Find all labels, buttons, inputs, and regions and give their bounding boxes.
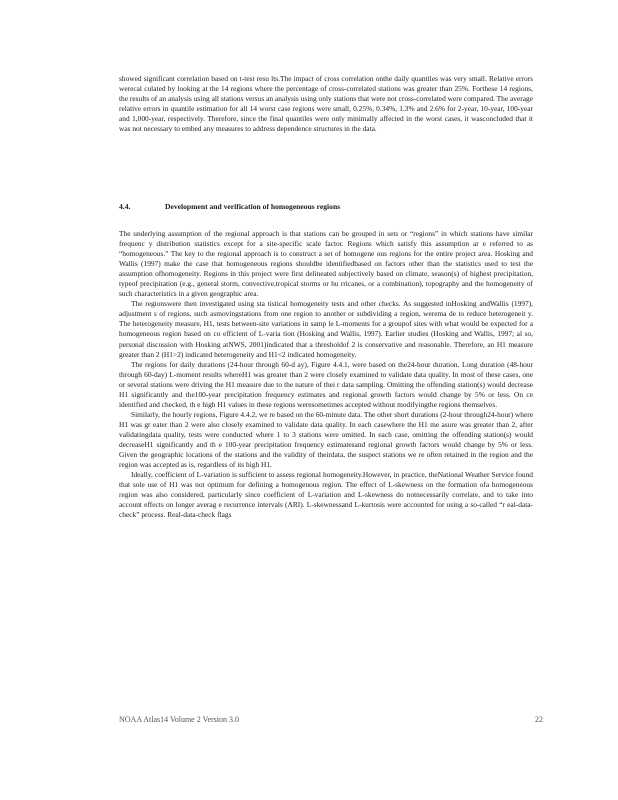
body-paragraph: Ideally, coefficient of L-variation is sufficient to assess regional homogeneity.However, in practice, theNational Weather Service found that sole use of H1 was not optimum for defining a homogenous region. The effect of L-skewness on the formation ofa homogeneous region was also considered, particularly since coefficient of L-variation and L-skewness do notnecessarily correlate, and to take into account effects on longer averag e recurrence intervals (ARI). L-skewnessand L-kurtosis were accounted for using a so-called “r eal-data-check” process. Real-data-check flags bbox=[119, 470, 533, 520]
section-body bbox=[119, 229, 533, 520]
page-number: 22 bbox=[535, 715, 543, 724]
body-paragraph: The regions for daily durations (24-hour through 60-d ay), Figure 4.4.1, were based on the24-hour duration. Long duration (48-hour through 60-day) L-moment results whereH1 was greater than 2 were closely examined to validate data quality. In most of these cases, one or several stations were driving the H1 measure due to the nature of thei r data sampling. Omitting the offending station(s) would decrease H1 significantly and the100-year precipitation frequency estimates and regional growth factors would change by 5% or less. On ce identified and checked, th e high H1 values in these regions weresometimes accepted without modifyingthe regions themselves. bbox=[119, 359, 533, 409]
paragraph-text: showed significant correlation based on t-test resu lts.The impact of cross correlation onthe daily quantiles was very small. Relative errors werecal culated by looking at the 14 regions where the percentage of cross-correlated stations was greater than 25%. Forthese 14 regions, the results of an analysis using all stations versus an analysis using only stations that were not cross-correlated were compared. The average relative errors in quantile estimation for all 14 worst case regions were small, 0.25%, 0.34%, 1.3% and 2.6% for 2-year, 10-year, 100-year and 1,000-year, respectively. Therefore, since the final quantiles were only minimally affected in the worst cases, it wasconcluded that it was not necessary to embed any measures to address dependence structures in the data. bbox=[119, 74, 533, 134]
section-heading bbox=[119, 202, 533, 211]
page-footer bbox=[119, 715, 543, 724]
section-title: Development and verification of homogeneous regions bbox=[165, 202, 341, 211]
intro-paragraph bbox=[119, 74, 533, 134]
body-paragraph: The regionswere then investigated using sta tistical homogeneity tests and other checks. As suggested inHosking andWallis (1997), adjustment s of regions, such asmovingstations from one region to another or subdividing a region, werema de to reduce heterogeneit y. The heterogeneity measure, H1, tests between-site variations in samp le L-moments for a groupof sites with what would be expected for a homogeneous region based on co efficient of L-varia tion (Hosking and Wallis, 1997). Earlier studies (Hosking and Wallis, 1997; al so, personal discussion with Hosking atNWS, 2001)indicated that a thresholdof 2 is conservative and reasonable. Therefore, an H1 measure greater than 2 (H1>2) indicated heterogeneity and H1<2 indicated homogeneity. bbox=[119, 299, 533, 359]
section-number: 4.4. bbox=[119, 202, 131, 211]
footer-document-title: NOAA Atlas14 Volume 2 Version 3.0 bbox=[119, 715, 240, 724]
body-paragraph: Similarly, the hourly regions, Figure 4.4.2, we re based on the 60-minute data. The other short durations (2-hour through24-hour) where H1 was gr eater than 2 were also closely examined to validate data quality. In each casewhere the H1 me asure was greater than 2, after validatingdata quality, tests were conducted where 1 to 3 stations were omitted. In each case, omitting the offending station(s) would decreaseH1 significantly and th e 100-year precipitation frequency estimatesand regional growth factors would change by 5% or less. Given the geographic locations of the stations and the validity of theirdata, the suspect stations we re often retained in the region and the region was accepted as is, regardless of its high H1. bbox=[119, 409, 533, 470]
body-paragraph: The underlying assumption of the regional approach is that stations can be grouped in sets or “regions” in which stations have similar frequenc y distribution statistics except for a site-specific scale factor. Regions which satisfy this assumption ar e referred to as “homogeneous.” The key to the regional approach is to construct a set of homogene ous regions for the entire project area. Hosking and Wallis (1997) make the case that homogeneous regions shouldbe identifiedbased on factors other than the statistics used to test the assumption ofhomogeneity. Regions in this project were first delineated subjectively based on climate, season(s) of highest precipitation, typeof precipitation (e.g., general storm, convective,tropical storms or hu rricanes, or a combination), topography and the homogeneity of such characteristics in a given geographic area. bbox=[119, 229, 533, 299]
